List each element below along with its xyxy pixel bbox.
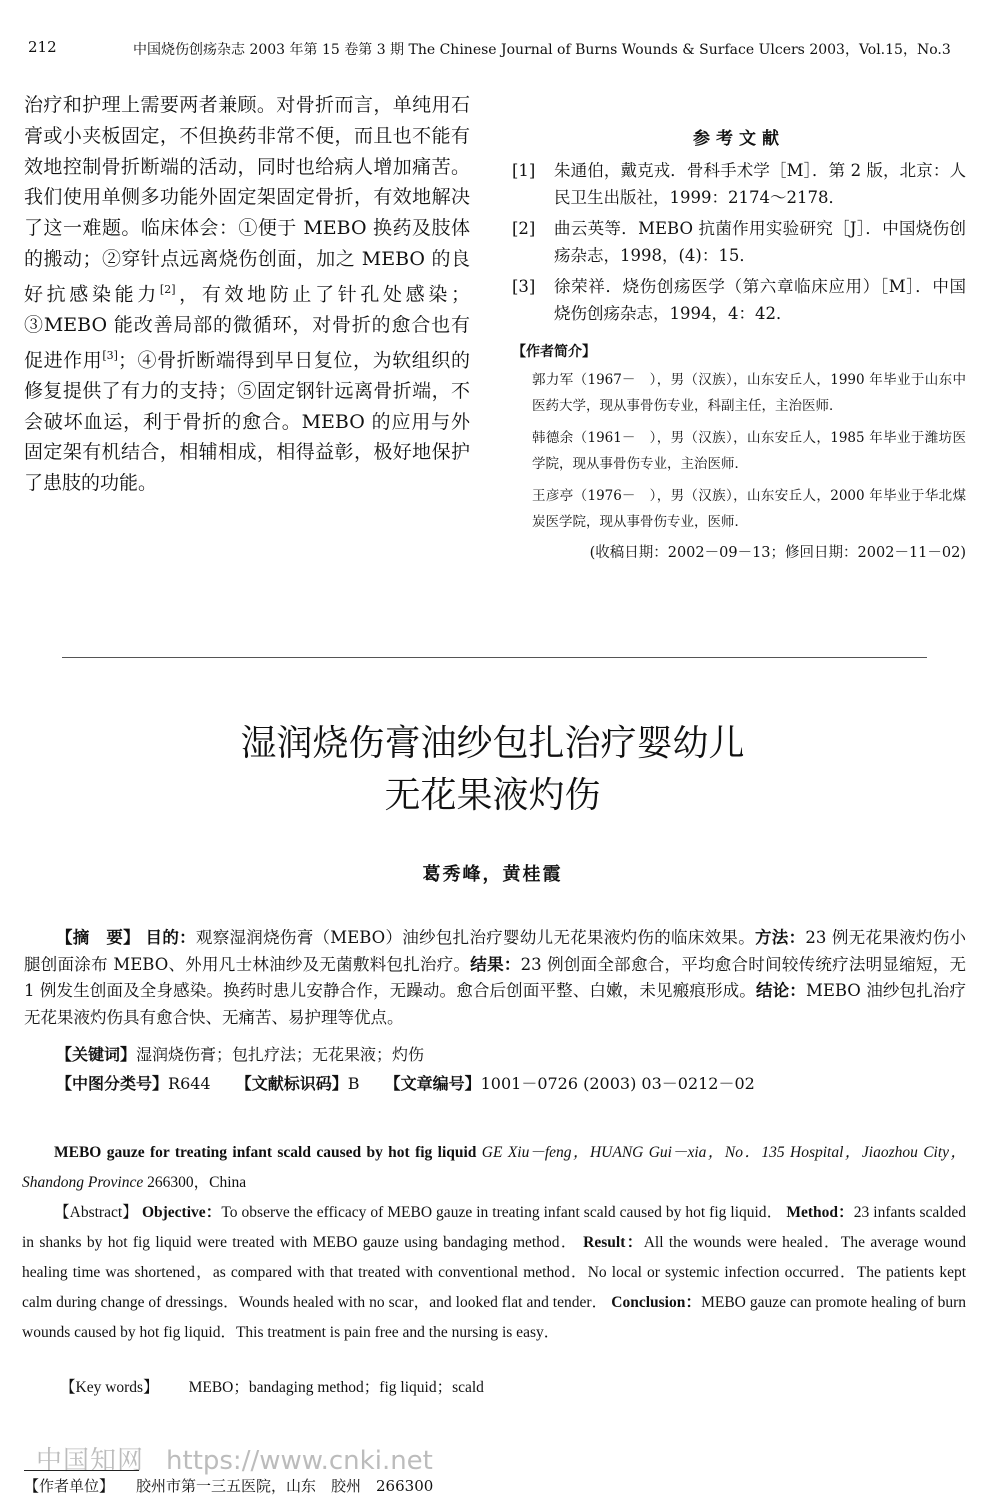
abstract-label: 【摘 要】	[56, 928, 140, 947]
method-label: 方法：	[755, 928, 806, 947]
english-abstract-paragraph	[22, 1198, 966, 1348]
english-title-line	[22, 1138, 966, 1198]
author-affiliation-footnote	[24, 1475, 433, 1496]
chinese-abstract	[24, 925, 966, 1031]
clc-value: R644	[168, 1074, 211, 1093]
english-keywords-label: 【Key words】	[60, 1379, 159, 1396]
english-method: 23 infants scalded in shanks by hot fig liquid were treated with MEBO gauze using bandaging method．	[22, 1204, 966, 1251]
method-text: 23 例无花果液灼伤小腿创面涂布 MEBO、外用凡士林油纱及无菌敷料包扎治疗。	[24, 928, 966, 974]
journal-citation: 中国烧伤创疡杂志 2003 年第 15 卷第 3 期 The Chinese Journal of Burns Wounds & Surface Ulcers 2003，Vol.15，No.3	[133, 42, 951, 58]
english-postcode: 266300，China	[147, 1174, 247, 1191]
right-column	[512, 124, 966, 562]
reference-item	[512, 273, 966, 327]
doc-code-label: 【文献标识码】	[235, 1074, 348, 1093]
reference-number: [2]	[512, 219, 536, 238]
english-title: MEBO gauze for treating infant scald caused by hot fig liquid	[54, 1144, 477, 1161]
reference-text: 朱通伯，戴克戎．骨科手术学［M］．第 2 版，北京：人民卫生出版社，1999：2174～2178．	[554, 161, 966, 207]
keywords-label: 【关键词】	[56, 1045, 137, 1064]
english-abstract-label: 【Abstract】	[54, 1204, 138, 1221]
doc-code-value: B	[347, 1074, 360, 1093]
article-number-label: 【文章编号】	[384, 1074, 481, 1093]
english-abstract	[22, 1138, 966, 1348]
paragraph-text-part: ，有效地防止了针孔处感染；③MEBO 能改善局部的微循环，对骨折的愈合也有促进作用	[24, 283, 470, 372]
continued-paragraph	[24, 90, 470, 499]
abstract-paragraph	[24, 925, 966, 1031]
article-title-line: 湿润烧伤膏油纱包扎治疗婴幼儿	[240, 723, 745, 764]
author-bio-title: 【作者简介】	[512, 344, 596, 360]
reference-item	[512, 215, 966, 269]
citation-3[interactable]: [3]	[102, 348, 118, 362]
article-authors: 葛秀峰，黄桂霞	[422, 864, 563, 885]
english-objective: To observe the efficacy of MEBO gauze in treating infant scald caused by hot fig liquid．	[221, 1204, 783, 1221]
english-keywords-text: MEBO；bandaging method；fig liquid；scald	[188, 1379, 484, 1396]
chinese-keywords	[56, 1042, 424, 1065]
result-text: 23 例创面全部愈合，平均愈合时间较传统疗法明显缩短，无 1 例发生创面及全身感染。换药时患儿安静合作，无躁动。愈合后创面平整、白嫩，未见瘢痕形成。	[24, 954, 966, 1000]
clc-label: 【中图分类号】	[56, 1074, 169, 1093]
references-title: 参考文献	[693, 129, 785, 149]
english-keywords	[60, 1375, 484, 1397]
english-conclusion-label: Conclusion：	[611, 1294, 702, 1311]
reference-item	[512, 157, 966, 211]
english-objective-label: Objective：	[141, 1204, 222, 1221]
english-authors-affiliation: GE Xiu－feng，HUANG Gui－xia，No．135 Hospital，Jiaozhou City，Shandong Province	[22, 1144, 967, 1191]
english-conclusion: MEBO gauze can promote healing of burn wounds caused by hot fig liquid．This treatment is pain free and the nursing is easy．	[22, 1294, 966, 1341]
reference-text: 徐荣祥．烧伤创疡医学（第六章临床应用）［M］．中国烧伤创疡杂志，1994，4：42．	[554, 277, 966, 323]
english-method-label: Method：	[786, 1204, 854, 1221]
reference-text: 曲云英等．MEBO 抗菌作用实验研究［J］．中国烧伤创疡杂志，1998，(4)：15．	[554, 219, 966, 265]
paragraph-text-part: ；④骨折断端得到早日复位，为软组织的修复提供了有力的支持；⑤固定钢针远离骨折端，不会破坏血运，利于骨折的愈合。MEBO 的应用与外固定架有机结合，相辅相成，相得益彰，极好地保护了患肢的功能。	[24, 349, 470, 495]
article-title-line: 无花果液灼伤	[384, 775, 601, 816]
objective-label: 目的：	[145, 928, 196, 947]
received-dates: (收稿日期：2002－09－13；修回日期：2002－11－02)	[589, 545, 966, 561]
article-title	[0, 718, 985, 822]
section-divider	[62, 657, 927, 658]
reference-number: [3]	[512, 277, 536, 296]
page-number: 212	[28, 38, 57, 56]
author-bio: 王彦亭（1976－ ），男（汉族），山东安丘人，2000 年毕业于华北煤炭医学院，现从事骨伤专业，医师．	[532, 488, 966, 530]
conclusion-label: 结论：	[755, 981, 806, 1000]
left-column-body	[24, 90, 470, 499]
english-result: All the wounds were healed．The average wound healing time was shortened，as compared with that treated with conventional method．No local or systemic infection occurred．The patients kept calm during change of dressings．Wounds healed with no scar，and looked flat and tender．	[22, 1234, 967, 1311]
footnote-label: 【作者单位】	[24, 1477, 115, 1495]
english-result-label: Result：	[583, 1234, 644, 1251]
objective-text: 观察湿润烧伤膏（MEBO）油纱包扎治疗婴幼儿无花果液灼伤的临床效果。	[195, 928, 755, 947]
classification-line	[56, 1071, 775, 1094]
author-bio: 韩德余（1961－ ），男（汉族），山东安丘人，1985 年毕业于潍坊医学院，现从事骨伤专业，主治医师．	[532, 430, 966, 472]
keywords-text: 湿润烧伤膏；包扎疗法；无花果液；灼伤	[136, 1045, 425, 1064]
citation-2[interactable]: [2]	[159, 282, 176, 296]
reference-number: [1]	[512, 161, 536, 180]
cnki-watermark	[36, 1440, 433, 1477]
cnki-logo: 中国知网	[36, 1446, 145, 1476]
cnki-url[interactable]: https://www.cnki.net	[166, 1446, 433, 1476]
footnote-rule	[24, 1470, 139, 1471]
author-bio: 郭力军（1967－ ），男（汉族），山东安丘人，1990 年毕业于山东中医药大学，现从事骨伤专业，科副主任，主治医师．	[532, 372, 966, 414]
footnote-text: 胶州市第一三五医院，山东 胶州 266300	[136, 1477, 434, 1495]
article-number-value: 1001－0726 (2003) 03－0212－02	[480, 1074, 755, 1093]
conclusion-text: MEBO 油纱包扎治疗无花果液灼伤具有愈合快、无痛苦、易护理等优点。	[24, 981, 966, 1027]
running-header	[28, 38, 958, 62]
paragraph-text-part: 治疗和护理上需要两者兼顾。对骨折而言，单纯用石膏或小夹板固定，不但换药非常不便，而且也不能有效地控制骨折断端的活动，同时也给病人增加痛苦。我们使用单侧多功能外固定架固定骨折，有效地解决了这一难题。临床体会：①便于 MEBO 换药及肢体的搬动；②穿针点远离烧伤创面，加之 MEBO 的良好抗感染能力	[24, 94, 470, 306]
result-label: 结果：	[470, 954, 521, 974]
